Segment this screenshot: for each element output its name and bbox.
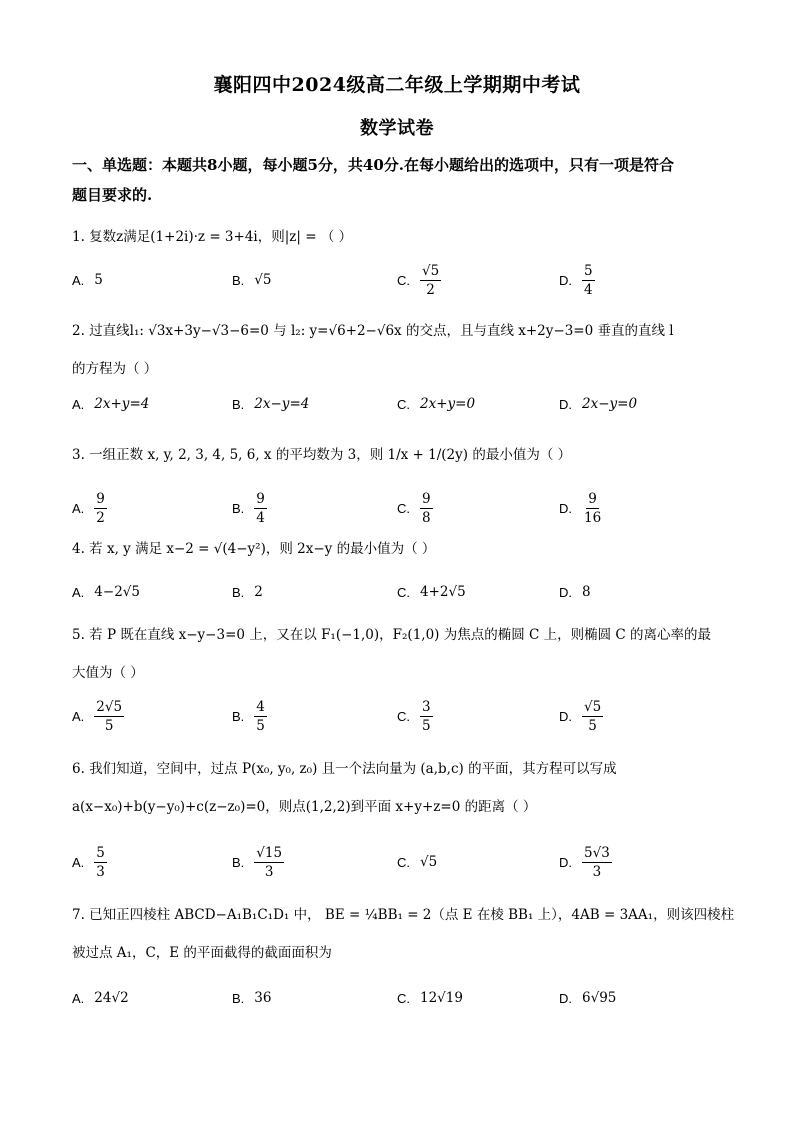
question-1-options [72, 258, 732, 302]
option-b: B. 2x−y=4 [232, 396, 310, 412]
question-3-options [72, 486, 732, 530]
question-7-stem-line-2: 被过点 A₁，C，E 的平面截得的截面面积为 [72, 945, 332, 961]
option-b: B. $\frac{√15}{3}$ [232, 844, 283, 880]
option-c: C. $\frac{√5}{2}$ [397, 262, 440, 298]
option-c: C. 2x+y=0 [397, 396, 476, 412]
option-d: D. $\frac{9}{16}$ [559, 490, 602, 526]
option-d: D. 8 [559, 584, 591, 600]
question-2-stem-line-1: 2. 过直线l₁: √3x+3y−√3−6=0 与 l₂: y=√6+2−√6x 的交点，且与直线 x+2y−3=0 垂直的直线 l [72, 323, 674, 339]
option-a: A. 24√2 [72, 990, 129, 1006]
question-2-options [72, 382, 732, 426]
question-4 [72, 530, 732, 568]
question-5-options [72, 694, 732, 738]
question-6-stem-line-1: 6. 我们知道，空间中，过点 P(x₀, y₀, z₀) 且一个法向量为 (a,b,c) 的平面，其方程可以写成 [72, 761, 617, 777]
option-c: C. √5 [397, 854, 438, 870]
option-d: D. $\frac{5}{4}$ [559, 262, 593, 298]
question-4-options [72, 570, 732, 614]
option-a: A. $\frac{2√5}{5}$ [72, 698, 123, 734]
option-d: D. 6√95 [559, 990, 617, 1006]
option-a: A. 2x+y=4 [72, 396, 150, 412]
question-3 [72, 436, 732, 474]
option-a: A. 4−2√5 [72, 584, 140, 600]
option-d: D. $\frac{√5}{5}$ [559, 698, 602, 734]
option-d: D. $\frac{5√3}{3}$ [559, 844, 610, 880]
question-7 [72, 896, 735, 972]
option-d: D. 2x−y=0 [559, 396, 638, 412]
question-6-options [72, 840, 732, 884]
option-b: B. $\frac{4}{5}$ [232, 698, 265, 734]
option-b: B. √5 [232, 272, 272, 288]
option-c: C. 12√19 [397, 990, 463, 1006]
option-c: C. $\frac{9}{8}$ [397, 490, 431, 526]
question-1 [72, 218, 732, 256]
question-1-stem: 1. 复数z满足(1+2i)·z = 3+4i，则|z| = （ ） [72, 229, 353, 245]
option-a: A. 5 [72, 272, 103, 288]
question-7-options [72, 976, 732, 1020]
option-a: A. $\frac{5}{3}$ [72, 844, 105, 880]
question-5 [72, 616, 732, 692]
option-a: A. $\frac{9}{2}$ [72, 490, 105, 526]
option-c: C. 4+2√5 [397, 584, 466, 600]
exam-subtitle: 数学试卷 [360, 118, 434, 139]
question-5-stem-line-1: 5. 若 P 既在直线 x−y−3=0 上，又在以 F₁(−1,0)，F₂(1,0) 为焦点的椭圆 C 上，则椭圆 C 的离心率的最 [72, 627, 712, 643]
question-2 [72, 312, 732, 388]
question-4-stem: 4. 若 x, y 满足 x−2 = √(4−y²)，则 2x−y 的最小值为（ ） [72, 541, 436, 557]
option-b: B. 2 [232, 584, 263, 600]
option-c: C. $\frac{3}{5}$ [397, 698, 431, 734]
question-6 [72, 750, 732, 826]
question-2-stem-line-2: 的方程为（ ） [72, 361, 158, 377]
question-5-stem-line-2: 大值为（ ） [72, 665, 144, 681]
section-heading: 一、单选题：本题共8小题，每小题5分，共40分.在每小题给出的选项中，只有一项是符合 题目要求的. [72, 156, 674, 204]
question-7-stem-line-1: 7. 已知正四棱柱 ABCD−A₁B₁C₁D₁ 中， BE = ¼BB₁ = 2（点 E 在棱 BB₁ 上），4AB = 3AA₁，则该四棱柱 [72, 907, 735, 923]
question-6-stem-line-2: a(x−x₀)+b(y−y₀)+c(z−z₀)=0，则点(1,2,2)到平面 x+y+z=0 的距离（ ） [72, 799, 537, 815]
option-b: B. 36 [232, 990, 272, 1006]
question-3-stem: 3. 一组正数 x, y, 2, 3, 4, 5, 6, x 的平均数为 3，则 1/x + 1/(2y) 的最小值为（ ） [72, 447, 572, 463]
exam-title: 襄阳四中2024级高二年级上学期期中考试 [213, 74, 581, 96]
option-b: B. $\frac{9}{4}$ [232, 490, 265, 526]
